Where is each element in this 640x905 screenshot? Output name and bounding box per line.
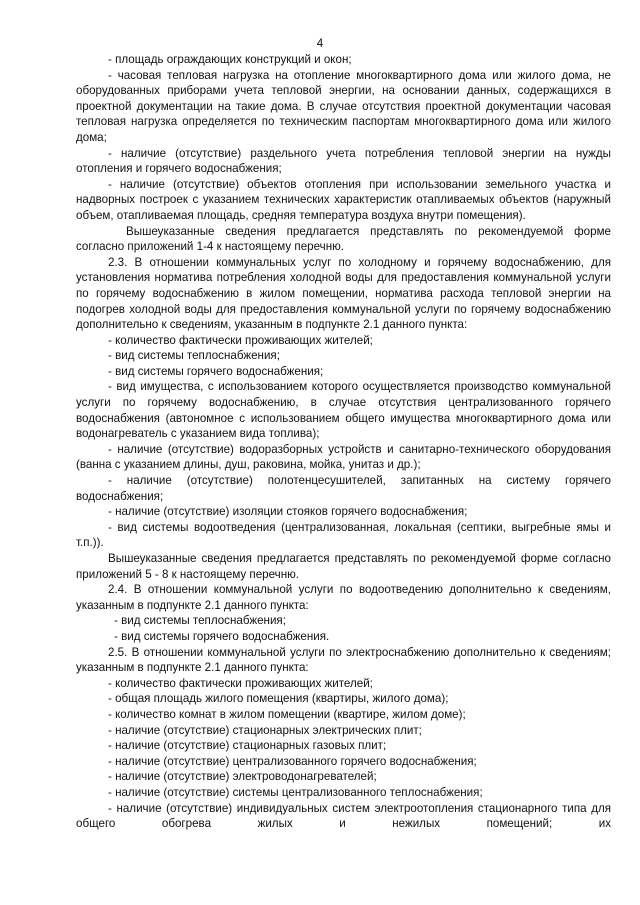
paragraph: - вид системы теплоснабжения; — [114, 614, 286, 628]
paragraph: - вид системы водоотведения (централизованная, локальная (септики, выгребные ямы и т.п.)). — [76, 520, 611, 550]
paragraph: - количество фактически проживающих жителей; — [108, 333, 373, 347]
paragraph: - вид имущества, с использованием которого осуществляется производство коммунальной услуги по горячему водоснабжению, в случае отсутствия централизованного горячего водоснабжения (автономное с использованием общего имущества многоквартирного дома или водонагреватель с указанием вида топлива); — [76, 380, 611, 441]
page-number: 4 — [316, 37, 324, 50]
paragraph: - наличие (отсутствие) водоразборных устройств и санитарно-технического оборудования (ванна с указанием длины, душ, раковина, мойка, унитаз и др.); — [76, 442, 611, 472]
paragraph: - количество фактически проживающих жителей; — [108, 676, 373, 690]
paragraph: - наличие (отсутствие) централизованного горячего водоснабжения; — [108, 754, 477, 768]
paragraph: - наличие (отсутствие) системы централизованного теплоснабжения; — [108, 785, 483, 799]
paragraph: - наличие (отсутствие) стационарных газовых плит; — [108, 739, 387, 753]
paragraph: - наличие (отсутствие) объектов отопления при использовании земельного участка и надворных построек с указанием технических характеристик отапливаемых объектов (наружный объем, отапливаемая площадь, средняя температура воздуха внутри помещения). — [76, 177, 611, 222]
paragraph: - вид системы горячего водоснабжения. — [114, 629, 330, 643]
paragraph: - наличие (отсутствие) электроводонагревателей; — [108, 770, 377, 784]
paragraph: - наличие (отсутствие) раздельного учета потребления тепловой энергии на нужды отопления и горячего водоснабжения; — [76, 146, 611, 176]
paragraph: - наличие (отсутствие) индивидуальных систем электроотопления стационарного типа для общего обогрева жилых и нежилых помещений; их — [76, 801, 611, 831]
paragraph: Вышеуказанные сведения предлагается представлять по рекомендуемой форме согласно приложений 5 - 8 к настоящему перечню. — [76, 552, 611, 581]
paragraph: - наличие (отсутствие) изоляции стояков горячего водоснабжения; — [108, 505, 468, 519]
paragraph: - площадь ограждающих конструкций и окон; — [108, 53, 352, 66]
document-body — [76, 52, 611, 832]
paragraph: 2.5. В отношении коммунальной услуги по электроснабжению дополнительно к сведениям; указанным в подпункте 2.1 данного пункта: — [76, 645, 611, 675]
paragraph: - количество комнат в жилом помещении (квартире, жилом доме); — [108, 707, 466, 721]
paragraph: - наличие (отсутствие) стационарных электрических плит; — [108, 723, 422, 737]
paragraph: Вышеуказанные сведения предлагается представлять по рекомендуемой форме согласно приложений 1-4 к настоящему перечню. — [76, 224, 611, 254]
paragraph: - общая площадь жилого помещения (квартиры, жилого дома); — [108, 692, 449, 706]
paragraph: 2.3. В отношении коммунальных услуг по холодному и горячему водоснабжению, для установления норматива потребления холодной воды для предоставления коммунальной услуги по горячему водоснабжению в жилом помещении, норматива расхода тепловой энергии на подогрев холодной воды для предоставления коммунальной услуги по горячему водоснабжению дополнительно к сведениям, указанным в подпункте 2.1 данного пункта: — [76, 255, 611, 332]
paragraph: - часовая тепловая нагрузка на отопление многоквартирного дома или жилого дома, не оборудованных приборами учета тепловой энергии, на основании данных, содержащихся в проектной документации на такие дома. В случае отсутствия проектной документации часовая тепловая нагрузка определяется по техническим паспортам многоквартирного дома или жилого дома; — [76, 68, 611, 144]
paragraph: 2.4. В отношении коммунальной услуги по водоотведению дополнительно к сведениям, указанным в подпункте 2.1 данного пункта: — [76, 583, 611, 612]
paragraph: - вид системы горячего водоснабжения; — [108, 364, 324, 378]
paragraph: - наличие (отсутствие) полотенцесушителей, запитанных на систему горячего водоснабжения; — [76, 474, 611, 503]
paragraph: - вид системы теплоснабжения; — [108, 349, 280, 363]
